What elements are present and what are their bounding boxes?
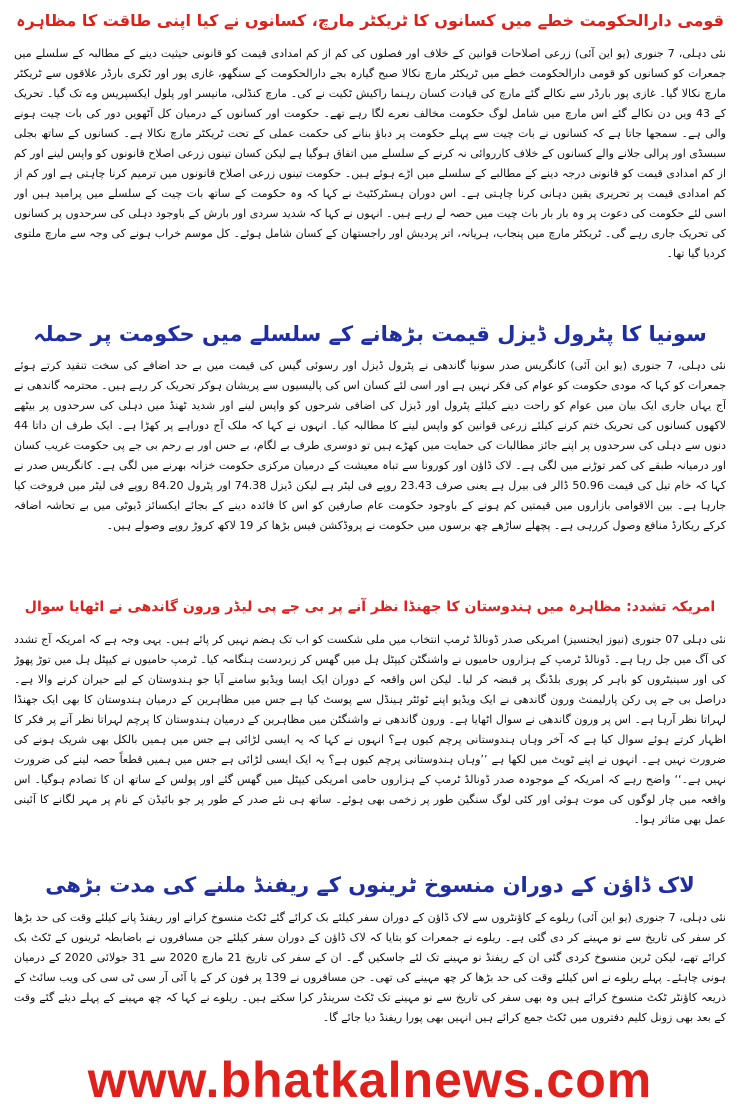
article-headline: سونیا کا پٹرول ڈیزل قیمت بڑھانے کے سلسلے میں حکومت پر حملہ: [33, 322, 707, 346]
website-watermark[interactable]: www.bhatkalnews.com: [87, 1056, 653, 1104]
article-body: نئی دہلی، 7 جنوری (یو این آئی) کانگریس صدر سونیا گاندھی نے پٹرول ڈیزل اور رسوئی گیس کی قیمت میں بے حد اضافے کی سخت تنقید کرتے ہوئے جمعرات کو کہا کہ مودی حکومت کو عوام کی فکر نہیں ہے اور اسی لئے کسان اس کی پالیسیوں سے پریشان ہوکر تحریک کر رہے ہیں۔ محترمہ گاندھی نے آج یہاں جاری ایک بیان میں عوام کو راحت دینے کیلئے پٹرول اور ڈیزل کی اضافی شرحوں کو واپس لینے اور شدید ٹھنڈ میں دہلی کی سرحدوں پر بیٹھے لاکھوں کسانوں کی تحریک ختم کرنے کیلئے زرعی قوانین کو واپس لینے کا مطالبہ کیا۔ انہوں نے کہا کہ ملک آج دوراہے پر کھڑا ہے۔ ایک طرف ان داتا 44 دنوں سے دہلی کی سرحدوں پر اپنے جائز مطالبات کی حمایت میں کھڑے ہیں تو دوسری طرف بے لگام، بے حس اور بے رحم بی جے پی حکومت غریب کسان اور درمیانہ طبقے کی کمر توڑنے میں لگی ہے۔ لاک ڈاؤن اور کورونا سے تباہ معیشت کے درمیان مرکزی حکومت خزانہ بھرنے میں لگی ہے۔ کانگریس صدر نے کہا کہ خام تیل کی قیمت 50.96 ڈالر فی بیرل ہے یعنی صرف 23.43 روپے فی لیٹر ہے لیکن ڈیزل 74.38 اور پٹرول 84.20 روپے فی لیٹر میں فروخت کیا جارہا ہے۔ بین الاقوامی بازاروں میں قیمتیں کم ہونے کے باوجود حکومت عام صارفین کو اس کا فائدہ دینے کے بجائے ایکسائز ڈیوٹی میں بے تحاشہ اضافہ کرکے ریکارڈ منافع وصول کررہی ہے۔ پچھلے ساڑھے چھ برسوں میں حکومت نے پروڈکشن فیس بڑھا کر 19 لاکھ کروڑ روپے وصولے ہیں۔: [14, 359, 726, 532]
article-headline: لاک ڈاؤن کے دوران منسوخ ٹرینوں کے ریفنڈ ملنے کی مدت بڑھی: [45, 873, 695, 897]
article-train-refund-period: [14, 868, 726, 1084]
article-headline: امریکہ تشدد: مظاہرہ میں ہندوستان کا جھنڈا نظر آنے پر بی جے پی لیڈر ورون گاندھی نے اٹھایا سوال: [24, 599, 716, 615]
article-body: نئی دہلی، 7 جنوری (یو این آئی) زرعی اصلاحات قوانین کے خلاف اور فصلوں کی کم از کم امدادی قیمت کو قانونی حیثیت دینے کے مطالبہ کے سلسلے میں جمعرات کو کسانوں کو قومی دارالحکومت خطے میں ٹریکٹر مارچ نکالا صبح گیارہ بجے دارالحکومت کے سنگھو، غازی پور اور ٹکری بارڈر علاقوں سے ٹریکٹر مارچ نکالا گیا۔ غازی پور بارڈر سے نکالے گئے مارچ کی قیادت کسان رہنما راکیش ٹکیت نے کی۔ مارچ کنڈلی، مانیسر اور پلول ایکسپریس وے تک گیا۔ تحریک کے 43 ویں دن نکالے گئے اس مارچ میں شامل لوگ حکومت مخالف نعرے لگا رہے تھے۔ حکومت اور کسانوں کے درمیان کل آٹھویں دور کی بات چیت ہونے والی ہے۔ سمجھا جاتا ہے کہ کسانوں نے بات چیت سے پہلے حکومت پر دباؤ بنانے کی حکمت عملی کے تحت ٹریکٹر مارچ نکالا ہے۔ کسانوں کے ساتھ بجلی سبسڈی اور پرالی جلانے والے کسانوں کے خلاف کارروائی نہ کرنے کے سلسلے میں اتفاق ہوگیا ہے لیکن کسان تینوں زرعی اصلاح قانونوں کو واپس لینے اور کم از کم امدادی قیمت کو قانونی درجہ دینے کے مطالبے کے سلسلے میں اڑے ہوئے ہیں۔ حکومت تینوں زرعی اصلاح قانونوں میں ترمیم کرنا چاہتی ہے اور کم از کم امدادی قیمت پر تحریری یقین دہانی کرنا چاہتی ہے۔ اس دوران ہسٹرکٹیٹ نے کہا کہ وہ حکومت کے ساتھ بات چیت کے سلسلے میں پرامید ہیں اور اسی لئے حکومت کی دعوت پر وہ بار بار بات چیت میں حصہ لے رہے ہیں۔ انہوں نے کہا کہ شدید سردی اور بارش کے باوجود دہلی کی سرحدوں پر کسانوں کی تحریک جاری رہے گی۔ ٹریکٹر مارچ میں پنجاب، ہریانہ، اتر پردیش اور راجستھان کے کسان شامل ہوئے۔ کل موسم خراب ہونے کی وجہ سے مارچ ملتوی کردیا گیا تھا۔: [14, 47, 726, 260]
article-body: نئی دہلی 07 جنوری (نیوز ایجنسیز) امریکی صدر ڈونالڈ ٹرمپ انتخاب میں ملی شکست کو اب تک ہضم نہیں کر پائے ہیں۔ یہی وجہ ہے کہ امریکہ آج تشدد کی آگ میں جل رہا ہے۔ ڈونالڈ ٹرمپ کے ہزاروں حامیوں نے واشنگٹن کیپٹل ہل میں گھس کر زبردست ہنگامہ کیا۔ ٹرمپ حامیوں نے کیپٹل ہل میں توڑ پھوڑ کی اور سینیٹروں کو باہر کر پوری بلڈنگ پر قبضہ کر لیا۔ لیکن اس واقعہ کے دوران ایک ایسا ویڈیو سامنے آیا جو ہندوستان کے لیے حیران کرنے والا ہے۔ دراصل بی جے پی رکن پارلیمنٹ ورون گاندھی نے ایک ویڈیو اپنے ٹوئٹر ہینڈل سے پوسٹ کیا ہے جس میں مظاہرین کے درمیان ہندوستان کا بھی ایک جھنڈا لہراتا نظر آرہا ہے۔ اس پر ورون گاندھی نے سوال اٹھایا ہے۔ ورون گاندھی نے واشنگٹن میں مظاہرین کے درمیان ہندوستان کا پرچم لہراتا نظر آنے پر فکر کا اظہار کرتے ہوئے سوال کیا ہے کہ آخر وہاں ہندوستانی پرچم کیوں ہے؟ انہوں نے کہا کہ یہ ایسی لڑائی ہے جس میں ہمیں بالکل بھی شریک ہونے کی ضرورت نہیں ہے۔ انہوں نے اپنے ٹویٹ میں لکھا ہے ’’وہاں ہندوستانی پرچم کیوں ہے؟ یہ ایک ایسی لڑائی ہے جس میں ہمیں قطعاً حصہ لینے کی ضرورت نہیں ہے۔‘‘ واضح رہے کہ امریکہ کے موجودہ صدر ڈونالڈ ٹرمپ کے ہزاروں حامی امریکی کیپٹل میں گھس گئے اور پولس کے ساتھ ان کا تصادم ہوگیا۔ اس واقعہ میں چار لوگوں کی موت ہوئی اور کئی لوگ سنگین طور پر زخمی بھی ہوئے۔ ساتھ ہی نئے صدر کے طور پر جو بائیڈن کے نام پر مہر لگانے کا آئینی عمل بھی متاثر ہوا۔: [14, 633, 726, 826]
article-sonia-fuel-prices: [14, 318, 726, 588]
article-us-violence-indian-flag: [14, 590, 726, 858]
article-headline: قومی دارالحکومت خطے میں کسانوں کا ٹریکٹر مارچ، کسانوں نے کیا اپنی طاقت کا مظاہرہ: [16, 11, 724, 30]
article-body: نئی دہلی، 7 جنوری (یو این آئی) ریلوے کے کاؤنٹروں سے لاک ڈاؤن کے دوران سفر کیلئے بک کرائے گئے ٹکٹ منسوخ کرانے اور ریفنڈ پانے کیلئے وقت کی حد بڑھا کر سفر کی تاریخ سے نو مہینے کر دی گئی ہے۔ ریلوے نے جمعرات کو بتایا کہ لاک ڈاؤن کے دوران سفر کیلئے جن مسافروں نے باضابطہ ٹرینوں کے ٹکٹ بک کرائے تھے، لیکن ٹرین منسوخ کردی گئی ان کے ریفنڈ نو مہینے تک لئے جاسکیں گے۔ ان کے سفر کی تاریخ 21 مارچ 2020 سے 31 جولائی 2020 کے درمیان ہونی چاہئے۔ پہلے ریلوے نے اس کیلئے وقت کی حد بڑھا کر چھ مہینے کی تھی۔ جن مسافروں نے 139 پر فون کر کے یا آئی آر سی ٹی سی کی ویب سائٹ کے ذریعہ کاؤنٹر ٹکٹ منسوخ کرائے ہیں وہ بھی سفر کی تاریخ سے نو مہینے تک ٹکٹ سرینڈر کرا سکتے ہیں۔ ریلوے نے کہا کہ چھ مہینے کے پہلے دیئے گئے وقت کے بعد بھی زونل کلیم دفتروں میں ٹکٹ جمع کرائے ہیں انہیں بھی پورا ریفنڈ دیا جائے گا۔: [14, 911, 726, 1024]
article-farmers-tractor-march: [14, 4, 726, 306]
